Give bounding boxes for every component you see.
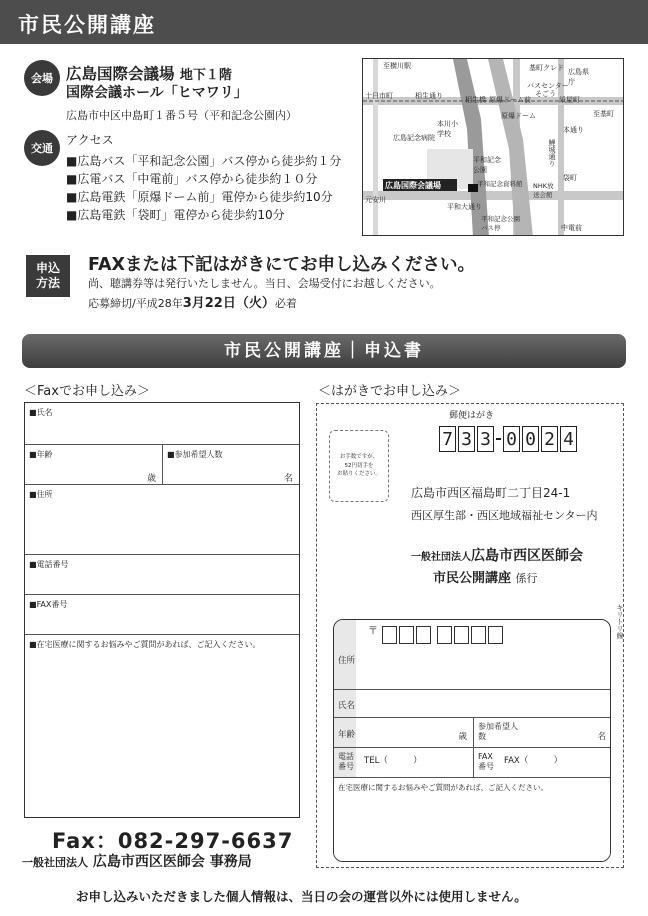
venue-hall: 国際会議ホール「ヒマワリ」 <box>66 85 248 101</box>
pc-zip-box[interactable] <box>437 626 452 644</box>
fax-name-field[interactable] <box>25 403 299 445</box>
map-label: 基町クレド <box>529 64 564 72</box>
apply-deadline: 応募締切/平成28年3月22日（火）必着 <box>88 296 297 311</box>
map-label: 広島県庁 <box>568 68 589 86</box>
map-label: 平和大通り <box>447 203 482 211</box>
map-label: 本川小学校 <box>437 120 458 138</box>
fax-number: Fax：082-297-6637 <box>52 829 294 853</box>
fax-fax-field[interactable] <box>25 595 299 635</box>
fax-age-row <box>25 445 299 485</box>
zip-digit: 2 <box>541 426 558 452</box>
field-label: 電話番号 <box>338 752 354 771</box>
map-label: 広島記念病院 <box>393 134 435 142</box>
field-label: 住所 <box>338 656 356 666</box>
map-label: 相生橋 <box>465 96 486 104</box>
stamp-area: お手数ですが、 52円切手を お貼りください。 <box>329 430 389 502</box>
map-label: 至横川駅 <box>383 62 411 70</box>
fax-organization: 一般社団法人 広島市西区医師会 事務局 <box>22 854 252 870</box>
access-badge: 交通 <box>24 130 60 166</box>
access-heading: アクセス <box>66 133 114 147</box>
field-label: ■ FAX番号 <box>29 599 67 610</box>
pc-zip-box[interactable] <box>454 626 469 644</box>
map-label: 相生通り <box>415 92 443 100</box>
field-label: 在宅医療に関するお悩みやご質問があれば、ご記入ください。 <box>338 783 548 792</box>
field-unit: 名 <box>597 732 606 742</box>
zip-digit: 0 <box>503 426 520 452</box>
fax-attendees-field[interactable] <box>163 445 299 485</box>
pc-age-row <box>334 718 610 748</box>
venue-address: 広島市中区中島町１番５号（平和記念公園内） <box>66 109 297 122</box>
recipient-department: 市民公開講座 係行 <box>433 571 538 586</box>
recipient-address: 広島市西区福島町二丁目24-1 <box>411 486 571 500</box>
map-label: そごう <box>535 90 556 98</box>
zip-digit: 4 <box>560 426 577 452</box>
apply-note: 尚、聴講券等は発行いたしません。当日、会場受付にお越しください。 <box>88 277 441 290</box>
postcard-label: 郵便はがき <box>449 411 495 421</box>
pc-fax-field[interactable] <box>474 748 611 778</box>
pc-zip-box[interactable] <box>382 626 397 644</box>
fax-address-field[interactable] <box>25 485 299 555</box>
zip-dash <box>496 438 501 440</box>
pc-attendees-field[interactable] <box>474 718 611 748</box>
zip-digit: 3 <box>458 426 475 452</box>
postcard <box>316 403 624 868</box>
map-label: 中電前 <box>561 224 582 232</box>
access-item: ■ 広島バス「平和記念公園」バス停から徒歩約１分 <box>66 152 341 169</box>
recipient-organization: 一般社団法人広島市西区医師会 <box>411 548 583 564</box>
pc-address-field[interactable] <box>334 620 610 690</box>
map-label: NHK放送会館 <box>533 182 554 199</box>
venue-name: 広島国際会議場 地下１階 <box>66 65 232 83</box>
pc-zip-box[interactable] <box>399 626 414 644</box>
fax-age-field[interactable] <box>25 445 163 485</box>
field-unit: 歳 <box>458 732 467 742</box>
zip-digit: 0 <box>522 426 539 452</box>
postcard-section-heading: ＜はがきでお申し込み＞ <box>318 384 462 399</box>
access-item: ■ 広島電鉄「袋町」電停から徒歩約10分 <box>66 206 285 223</box>
map-label: 至基町 <box>593 110 614 118</box>
access-map <box>362 58 624 236</box>
map-label: 原爆ドーム <box>501 112 536 120</box>
map-label: バスセンター <box>527 82 569 90</box>
field-label: ■ 電話番号 <box>29 559 69 570</box>
map-label: 紙屋町 <box>559 96 580 104</box>
field-unit: 名 <box>283 474 293 484</box>
field-label: ■ 年齢 <box>29 449 53 460</box>
recipient-address-2: 西区厚生部・西区地域福祉センター内 <box>411 509 598 522</box>
pc-zip-box[interactable] <box>471 626 486 644</box>
map-label: 十日市町 <box>365 92 393 100</box>
map-label: 元安川 <box>365 196 386 204</box>
header-bar <box>0 0 648 44</box>
venue-floor: 地下１階 <box>179 68 232 83</box>
pc-zip-box[interactable] <box>488 626 503 644</box>
field-unit: 歳 <box>146 474 156 484</box>
pc-contact-row <box>334 748 610 778</box>
access-item: ■ 広島電鉄「原爆ドーム前」電停から徒歩約10分 <box>66 188 333 205</box>
access-item: ■ 広電バス「中電前」バス停から徒歩約１０分 <box>66 170 317 187</box>
venue-badge: 会場 <box>24 60 60 96</box>
fax-comments-field[interactable] <box>25 635 299 817</box>
field-label: 氏名 <box>338 701 356 711</box>
map-label: 鯉城通り <box>548 139 556 167</box>
postcard-form <box>333 619 611 862</box>
privacy-note: お申し込みいただきました個人情報は、当日の会の運営以外には使用しません。 <box>76 889 527 904</box>
field-label: FAX番号 <box>478 752 494 771</box>
pc-name-field[interactable] <box>334 690 610 718</box>
fax-form <box>24 402 300 818</box>
pc-comments-field[interactable] <box>334 778 610 862</box>
map-label: 平和記念資料館 <box>477 180 523 188</box>
zip-digit: 3 <box>477 426 494 452</box>
field-label: ■ 住所 <box>29 489 53 500</box>
map-venue-label: 広島国際会議場 <box>385 181 441 190</box>
map-label: 原爆ドーム前 <box>489 96 531 104</box>
tel-text: TEL（ ） <box>364 756 422 766</box>
fax-section-heading: ＜Faxでお申し込み＞ <box>24 384 150 399</box>
map-label: 袋町 <box>563 174 577 182</box>
map-label: 平和記念公園バス停 <box>481 215 520 232</box>
field-label: ■ 在宅医療に関するお悩みやご質問があれば、ご記入ください。 <box>29 639 261 650</box>
field-label: ■ 参加希望人数 <box>167 449 223 460</box>
apply-badge: 申込 方法 <box>26 255 70 297</box>
field-label: 参加希望人数 <box>478 722 518 741</box>
zip-mark: 〒 <box>368 626 378 637</box>
pc-phone-field[interactable] <box>334 748 474 778</box>
fax-text: FAX（ ） <box>504 756 563 766</box>
cut-line-label: キリトリ線 <box>616 604 624 639</box>
zip-digit: 7 <box>439 426 456 452</box>
pc-zip-box[interactable] <box>416 626 431 644</box>
fax-phone-field[interactable] <box>25 555 299 595</box>
field-label: ■ 氏名 <box>29 407 53 418</box>
map-label: 平和記念公園 <box>473 156 501 174</box>
pc-age-field[interactable] <box>334 718 474 748</box>
page-title: 市民公開講座 <box>18 13 156 37</box>
form-title: 市民公開講座｜申込書 <box>22 334 626 368</box>
field-label: 年齢 <box>338 730 356 740</box>
apply-instructions: FAXまたは下記はがきにてお申し込みください。 <box>88 255 475 275</box>
map-label: 本通り <box>563 126 584 134</box>
